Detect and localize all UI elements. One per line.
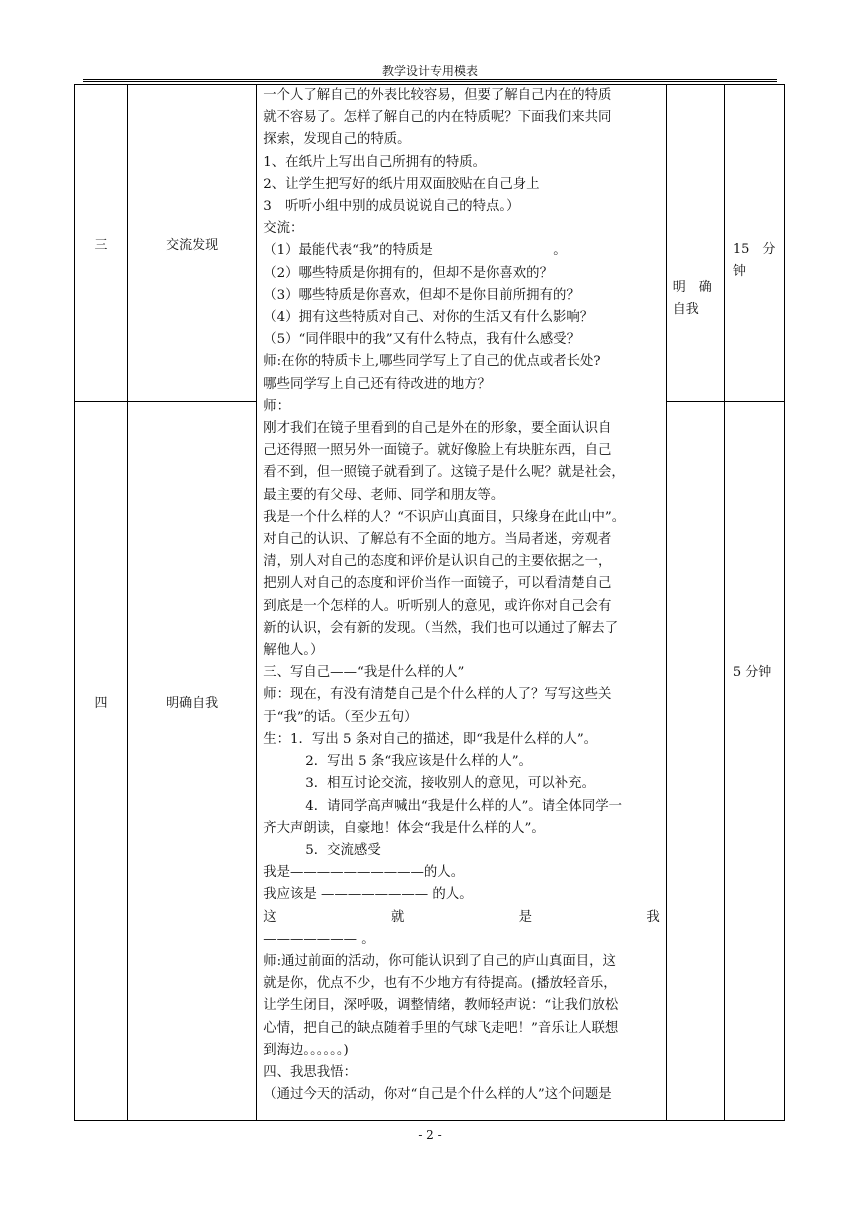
content-line: 让学生闭目，深呼吸，调整情绪，教师轻声说：“让我们放松 [263,998,619,1014]
content-line: 师:在你的特质卡上,哪些同学写上了自己的优点或者长处? [263,354,601,370]
content-line: 刚才我们在镜子里看到的自己是外在的形象，要全面认识自 [263,421,612,437]
content-line: （2）哪些特质是你拥有的，但却不是你喜欢的？ [263,265,553,281]
page-number: - 2 - [418,1128,442,1142]
content-line: 看不到，但一照镜子就看到了。这镜子是什么呢？就是社会， [263,465,625,481]
spread-word: 就 [390,909,405,925]
stage-name: 交流发现 [128,85,257,402]
content-line: 四、我思我悟： [263,1064,357,1080]
design-intent [666,85,724,402]
content-line: 师:通过前面的活动，你可能认识到了自己的庐山真面目，这 [263,953,616,969]
content-line: 师：现在，有没有清楚自己是个什么样的人了？写写这些关 [263,687,612,703]
spread-line [263,907,660,929]
stage-name: 明确自我 [128,402,257,1121]
duration: 5 分钟 [724,402,784,1121]
design-intent [666,402,724,1121]
content-line: （1）最能代表“我”的特质是 。 [263,243,567,259]
duration: 15 分钟 [724,85,784,402]
content-line: 探索，发现自己的特质。 [263,132,411,148]
content-line: 生：1．写出 5 条对自己的描述，即“我是什么样的人”。 [263,731,598,747]
lesson-content [257,85,667,1121]
content-line: （4）拥有这些特质对自己、对你的生活又有什么影响？ [263,310,594,326]
content-line: 到底是一个怎样的人。听听别人的意见，或许你对自己会有 [263,598,612,614]
content-line: 就不容易了。怎样了解自己的内在特质呢？下面我们来共同 [263,110,612,126]
content-line: 1、在纸片上写出自己所拥有的特质。 [263,154,487,170]
content-line: 清，别人对自己的态度和评价是认识自己的主要依据之一， [263,554,612,570]
design-intent-text: 明 确自我 [672,280,712,317]
content-line: （通过今天的活动，你对“自己是个什么样的人”这个问题是 [263,1087,612,1103]
content-line: 己还得照一照另外一面镜子。就好像脸上有块脏东西，自己 [263,443,612,459]
content-line: 三、写自己——“我是什么样的人” [263,665,465,681]
content-line: 3 听听小组中别的成员说说自己的特点。） [263,199,520,215]
content-line: 齐大声朗读，自豪地！体会“我是什么样的人”。 [263,820,545,836]
content-line: 于“我”的话。（至少五句） [263,709,418,725]
content-line: 哪些同学写上自己还有待改进的地方？ [263,376,491,392]
content-line: 5．交流感受 [305,842,381,858]
lesson-plan-table [74,84,785,1121]
content-line: 最主要的有父母、老师、同学和朋友等。 [263,487,505,503]
content-line: 一个人了解自己的外表比较容易，但要了解自己内在的特质 [263,88,612,103]
content-line: 2、让学生把写好的纸片用双面胶贴在自己身上 [263,176,540,192]
content-line: 就是你，优点不少，也有不少地方有待提高。(播放轻音乐， [263,976,617,992]
spread-word: 这 [263,909,277,925]
content-line: 我是一个什么样的人？“不识庐山真面目，只缘身在此山中”。 [263,509,626,525]
content-line: 师： [263,398,291,414]
content-line: 新的认识，会有新的发现。（当然，我们也可以通过了解去了 [263,620,619,636]
step-number: 四 [75,402,128,1121]
content-line: 我应该是 ———————— 的人。 [263,887,473,903]
content-line: 2．写出 5 条“我应该是什么样的人”。 [305,754,532,770]
content-line: 对自己的认识、了解总有不全面的地方。当局者迷，旁观者 [263,532,612,548]
content-line: 解他人。） [263,643,324,659]
spread-word: 我 [646,909,660,925]
content-line: （3）哪些特质是你喜欢，但却不是你目前所拥有的？ [263,287,580,303]
page-header: 教学设计专用模表 [381,64,478,78]
content-line: 3．相互讨论交流，接收别人的意见，可以补充。 [305,776,595,792]
content-line: 到海边。。。。。。) [263,1042,349,1058]
spread-word: 是 [518,909,533,925]
content-line: 心情，把自己的缺点随着手里的气球飞走吧！”音乐让人联想 [263,1020,619,1036]
table-row [75,85,785,402]
content-line: 把别人对自己的态度和评价当作一面镜子，可以看清楚自己 [263,576,612,592]
header-rule-top [83,79,777,80]
content-line: 交流： [263,221,304,237]
content-line: （5）“同伴眼中的我”又有什么特点，我有什么感受？ [263,332,581,348]
step-number: 三 [75,85,128,402]
content-line: 我是——————————的人。 [263,865,465,881]
header-rule-bottom [83,81,777,82]
content-line: ——————— 。 [263,931,375,947]
content-line: 4．请同学高声喊出“我是什么样的人”。请全体同学一 [305,798,623,814]
